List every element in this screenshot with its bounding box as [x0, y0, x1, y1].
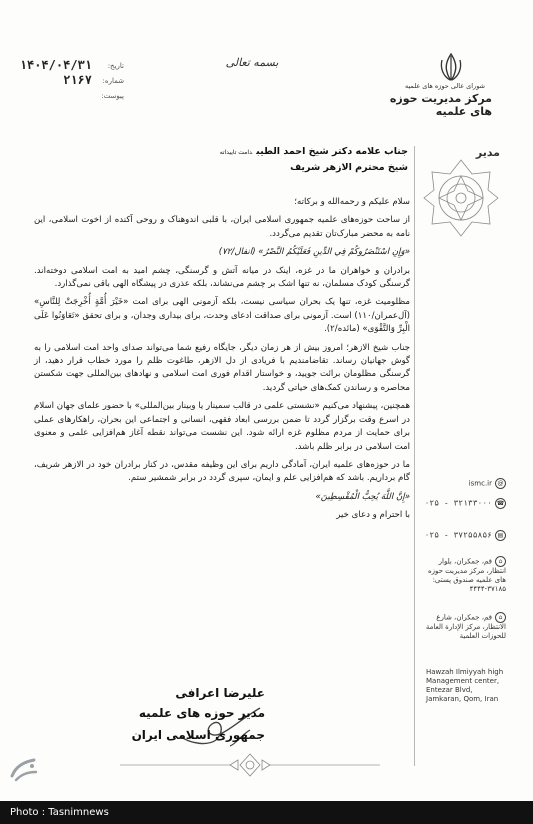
footer-ornament-icon — [120, 752, 380, 778]
sidebar-divider — [414, 146, 415, 766]
address-ar-text: قم، جمکران، شارع الانتظار، مرکز الإدارة العامة للحوزات العلمیة — [425, 613, 506, 640]
addressee-suffix: دامت تاییداته — [219, 149, 253, 156]
letter-quran-verse-2: «إِنَّ اللَّهَ يُحِبُّ الْمُقْسِطِينَ» — [315, 491, 410, 502]
meta-date-value: ۱۴۰۴/۰۴/۳۱ — [19, 58, 92, 72]
meta-attachment-label: پیوست: — [101, 92, 124, 100]
globe-icon: @ — [495, 478, 506, 489]
org-title: مرکز مدیریت حوزه های علمیه — [389, 92, 492, 118]
news-agency-logo-icon — [8, 754, 40, 784]
letter-body — [34, 196, 410, 528]
photo-credit: Photo : Tasnimnews — [0, 801, 533, 824]
letter-closing: با احترام و دعای خیر — [336, 510, 410, 521]
contact-address-en — [426, 668, 506, 704]
signatory-title: مدیر حوزه های علمیه — [138, 706, 265, 720]
letter-paragraph-1: از ساحت حوزه‌های علمیه جمهوری اسلامی ایران، با قلبی اندوهناک و روحی آکنده از اخوت اسلامی، این نامه به محضر مبارک‌تان تقدیم می‌گردد. — [34, 215, 410, 239]
sidebar-role-label: مدیر — [475, 146, 500, 159]
contact-address-ar — [420, 612, 506, 641]
signatory-country: جمهوری اسلامی ایران — [131, 728, 265, 742]
letter-paragraph-2: برادران و خواهران ما در غزه، اینک در میانه آتش و گرسنگی، چشم امید به امت اسلامی دوخته‌اند. گرسنگی کودک مسلمان، نه تنها اشک بر چشم می‌نشاند، بلکه عذری در پیشگاه الهی باقی نمی‌گذارد. — [34, 265, 410, 290]
phone-number: ۰۲۵ - ۳۲۱۳۳۰۰۰ — [424, 498, 492, 508]
addressee-secondary: شیخ محترم الازهر شریف — [290, 162, 408, 173]
phone-icon: ☎ — [496, 500, 505, 507]
website-text: ismc.ir — [468, 479, 492, 488]
meta-attachment-row — [20, 88, 124, 103]
meta-date-label: تاریخ: — [107, 62, 124, 70]
location-ar-icon: ⌂ — [495, 612, 506, 623]
signatory-name: علیرضا اعرافی — [175, 686, 265, 700]
letter-meta — [20, 58, 124, 103]
fax-icon: ▤ — [495, 530, 506, 541]
contact-fax — [420, 530, 506, 541]
addressee-primary — [40, 146, 408, 157]
address-en-text: Hawzah Ilmiyyah high Management center, Entezar Blvd, Jamkaran, Qom, Iran — [426, 668, 504, 703]
contact-website[interactable] — [420, 478, 506, 489]
meta-date-row — [20, 58, 124, 73]
iran-emblem-icon — [438, 52, 464, 82]
fax-number: ۰۲۵ - ۳۷۲۵۵۸۵۶ — [424, 530, 492, 540]
letter-paragraph-4: جناب شیخ الازهر؛ امروز بیش از هر زمان دیگر، جایگاه رفیع شما می‌تواند صدای واحد امت اسلامی را به گوش جهانیان رساند. تقاضامندیم با فریادی از دل الازهر، طاغوت ظلم را مورد خطاب قرار دهید، از گرسنگی مظلومان برائت جویید، و خواستار اقدام فوری امت اسلامی و نهادهای بین‌المللی جهت شکستن محاصره و رساندن کمک‌های حیاتی گردید. — [34, 342, 410, 393]
address-fa-text: قم، جمکران، بلوار انتظار، مرکز مدیریت حوزه های علمیه صندوق پستی: ۳۷۱۸۵-۴۴۴۴ — [427, 557, 506, 593]
rosette-ornament-icon — [422, 158, 500, 238]
letter-paragraph-3: مظلومیت غزه، تنها یک بحران سیاسی نیست، بلکه آزمونی الهی برای امت «خَيْرَ أُمَّةٍ أُخْرِجَتْ لِلنَّاسِ» (آل‌عمران/۱۱۰) است. آزمونی برای صداقت ادعای وحدت، برای بیداری وجدان، و برای تحقق «تَعَاوَنُوا عَلَى الْبِرِّ وَالتَّقْوَى» (مائده/۲). — [34, 297, 410, 335]
meta-number-value: ۲۱۶۷ — [63, 73, 92, 87]
signature-block — [130, 686, 265, 742]
letter-quran-verse-1: «وَإِنِ اسْتَنْصَرُوكُمْ فِي الدِّينِ فَعَلَيْكُمُ النَّصْرُ» (انفال/۷۲) — [218, 247, 410, 258]
letter-paragraph-5: همچنین، پیشنهاد می‌کنیم «نشستی علمی در قالب سمینار یا وبینار بین‌المللی» با حضور علمای جهان اسلام در اسرع وقت برگزار گردد تا ضمن بررسی ابعاد فقهی، انسانی و اجتماعی این بحران، راهکارهای عملی برای حمایت از مردم مظلوم غزه ارائه شود. این نشست می‌تواند نقطه آغاز هم‌افزایی علمی و معنوی امت اسلامی در برابر ظلم باشد. — [34, 401, 410, 452]
meta-number-row — [20, 73, 124, 88]
addressee-name: جناب علامه دکتر شیخ احمد الطیب — [256, 146, 408, 157]
org-subtitle: شورای عالی حوزه های علمیه — [404, 82, 485, 90]
basmala-heading: بسمه تعالی — [225, 56, 279, 69]
letter-greeting: سلام علیکم و رحمه‌الله و برکاته؛ — [294, 197, 410, 207]
location-icon: ⌂ — [495, 556, 506, 567]
letter-paragraph-6: ما در حوزه‌های علمیه ایران، آمادگی داریم برای این وظیفه مقدس، در کنار برادران خود در الازهر شریف، گام برداریم. باشد که هم‌افزایی علم و ایمان، سپری گردد در برابر شمشیر ستم. — [34, 459, 410, 484]
meta-number-label: شماره: — [102, 77, 124, 85]
contact-address-fa — [420, 556, 506, 594]
contact-phone — [420, 498, 506, 509]
